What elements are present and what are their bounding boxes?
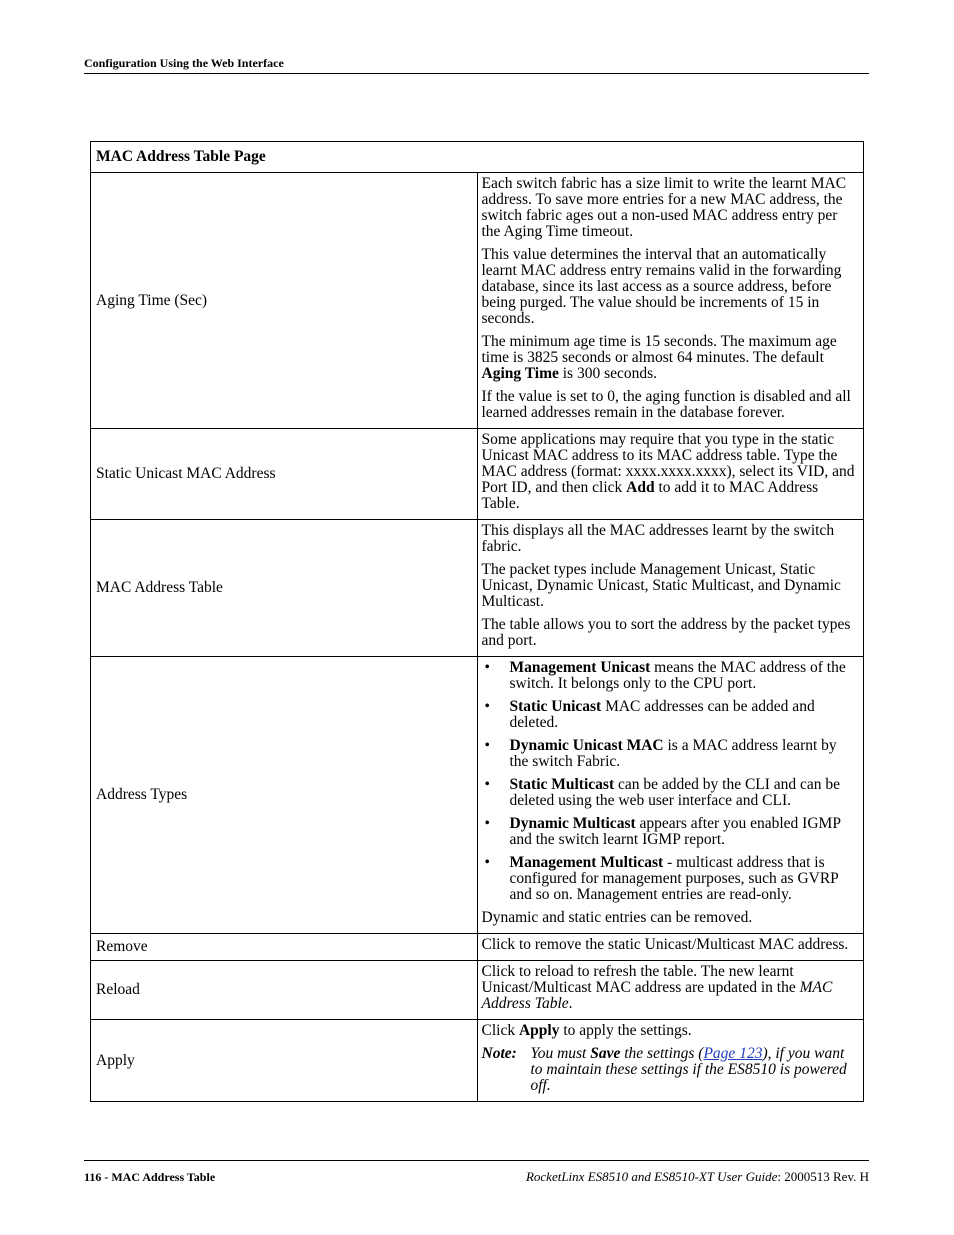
text: Click to reload to refresh the table. The new learnt Unicast/Multicast MAC address are updated in the [481, 963, 800, 996]
row-label-static-unicast: Static Unicast MAC Address [91, 429, 478, 520]
guide-title: RocketLinx ES8510 and ES8510-XT User Guide [525, 1169, 778, 1184]
address-types-list [482, 660, 860, 903]
text: to add it to MAC Address Table. [481, 479, 819, 512]
row-label-mac-address-table: MAC Address Table [91, 520, 478, 657]
row-content-static-unicast [477, 429, 864, 520]
page-123-link[interactable]: Page 123 [703, 1045, 763, 1062]
text: . [568, 995, 573, 1012]
list-item-term: Management Multicast [509, 854, 664, 871]
list-item-desc: appears after you enabled IGMP and the switch learnt IGMP report. [509, 815, 841, 848]
list-item-desc: can be added by the CLI and can be deleted using the web user interface and CLI. [509, 776, 841, 809]
footer-rule [84, 1160, 869, 1161]
text: You must [530, 1045, 591, 1062]
doc-revision: : 2000513 Rev. H [777, 1169, 869, 1184]
table-row [91, 173, 864, 429]
table-row [91, 429, 864, 520]
note-label: Note: [481, 1045, 517, 1062]
note [482, 1046, 860, 1094]
list-item [482, 855, 860, 903]
paragraph: Each switch fabric has a size limit to write the learnt MAC address. To save more entries for a new MAC address, the switch fabric ages out a non-used MAC address entry per the Aging Time timeout. [481, 175, 847, 240]
paragraph [482, 432, 860, 512]
text: ), if you want to maintain these settings if the ES8510 is powered off. [530, 1045, 847, 1094]
table-row [91, 657, 864, 934]
table-row [91, 934, 864, 961]
row-content-mac-address-table [477, 520, 864, 657]
paragraph [482, 334, 860, 382]
table-row [91, 1020, 864, 1102]
row-label-aging-time: Aging Time (Sec) [91, 173, 478, 429]
text: Some applications may require that you type in the static Unicast MAC address to its MAC address table. Type the MAC address (format: xxxx.xxxx.xxxx), select its VID, and Port ID, and then click [481, 431, 855, 496]
list-item-desc: is a MAC address learnt by the switch Fabric. [509, 737, 837, 770]
list-item [482, 699, 860, 731]
list-item [482, 816, 860, 848]
list-item-desc: - multicast address that is configured for management purposes, such as GVRP and so on. Management entries are read-only. [509, 854, 839, 903]
text: The minimum age time is 15 seconds. The maximum age time is 3825 seconds or almost 64 minutes. The default [481, 333, 837, 366]
aging-time-term: Aging Time [481, 365, 559, 382]
mac-address-table-ref: MAC Address Table [481, 979, 833, 1012]
table-row [91, 520, 864, 657]
paragraph: This displays all the MAC addresses learnt by the switch fabric. [481, 522, 835, 555]
footer-document-title [526, 1169, 869, 1185]
list-item-desc: MAC addresses can be added and deleted. [509, 698, 815, 731]
row-content-remove [477, 934, 864, 961]
row-label-remove: Remove [91, 934, 478, 961]
list-item-term: Static Multicast [509, 776, 615, 793]
list-item-term: Dynamic Multicast [509, 815, 636, 832]
text: the settings ( [620, 1045, 704, 1062]
paragraph [482, 964, 860, 1012]
table-row [91, 961, 864, 1020]
header-rule [84, 73, 869, 74]
apply-term: Apply [518, 1022, 560, 1039]
paragraph: The packet types include Management Unicast, Static Unicast, Dynamic Unicast, Static Multicast, and Dynamic Multicast. [481, 561, 841, 610]
row-content-reload [477, 961, 864, 1020]
row-label-reload: Reload [91, 961, 478, 1020]
list-item [482, 777, 860, 809]
row-label-address-types: Address Types [91, 657, 478, 934]
list-item-term: Management Unicast [509, 659, 651, 676]
paragraph: The table allows you to sort the address by the packet types and port. [481, 616, 851, 649]
list-item-term: Dynamic Unicast MAC [509, 737, 664, 754]
paragraph: Click to remove the static Unicast/Multicast MAC address. [481, 936, 849, 953]
paragraph: Dynamic and static entries can be removed. [481, 909, 753, 926]
save-term: Save [590, 1045, 621, 1062]
mac-address-table-page-table [90, 141, 864, 1102]
paragraph: If the value is set to 0, the aging function is disabled and all learned addresses remain in the database forever. [481, 388, 851, 421]
text: is 300 seconds. [558, 365, 658, 382]
table-title: MAC Address Table Page [91, 142, 864, 173]
row-content-address-types [477, 657, 864, 934]
list-item-desc: means the MAC address of the switch. It belongs only to the CPU port. [509, 659, 846, 692]
text: to apply the settings. [559, 1022, 692, 1039]
paragraph [482, 1023, 860, 1039]
list-item-term: Static Unicast [509, 698, 602, 715]
list-item [482, 660, 860, 692]
running-header: Configuration Using the Web Interface [84, 56, 284, 70]
list-item [482, 738, 860, 770]
add-term: Add [626, 479, 655, 496]
footer-page-label: 116 - MAC Address Table [84, 1170, 216, 1184]
paragraph: This value determines the interval that an automatically learnt MAC address entry remains valid in the forwarding database, since its last access as a source address, before being purged. The value should be increments of 15 in seconds. [481, 246, 842, 327]
text: Click [481, 1022, 519, 1039]
row-content-aging-time [477, 173, 864, 429]
row-content-apply [477, 1020, 864, 1102]
row-label-apply: Apply [91, 1020, 478, 1102]
